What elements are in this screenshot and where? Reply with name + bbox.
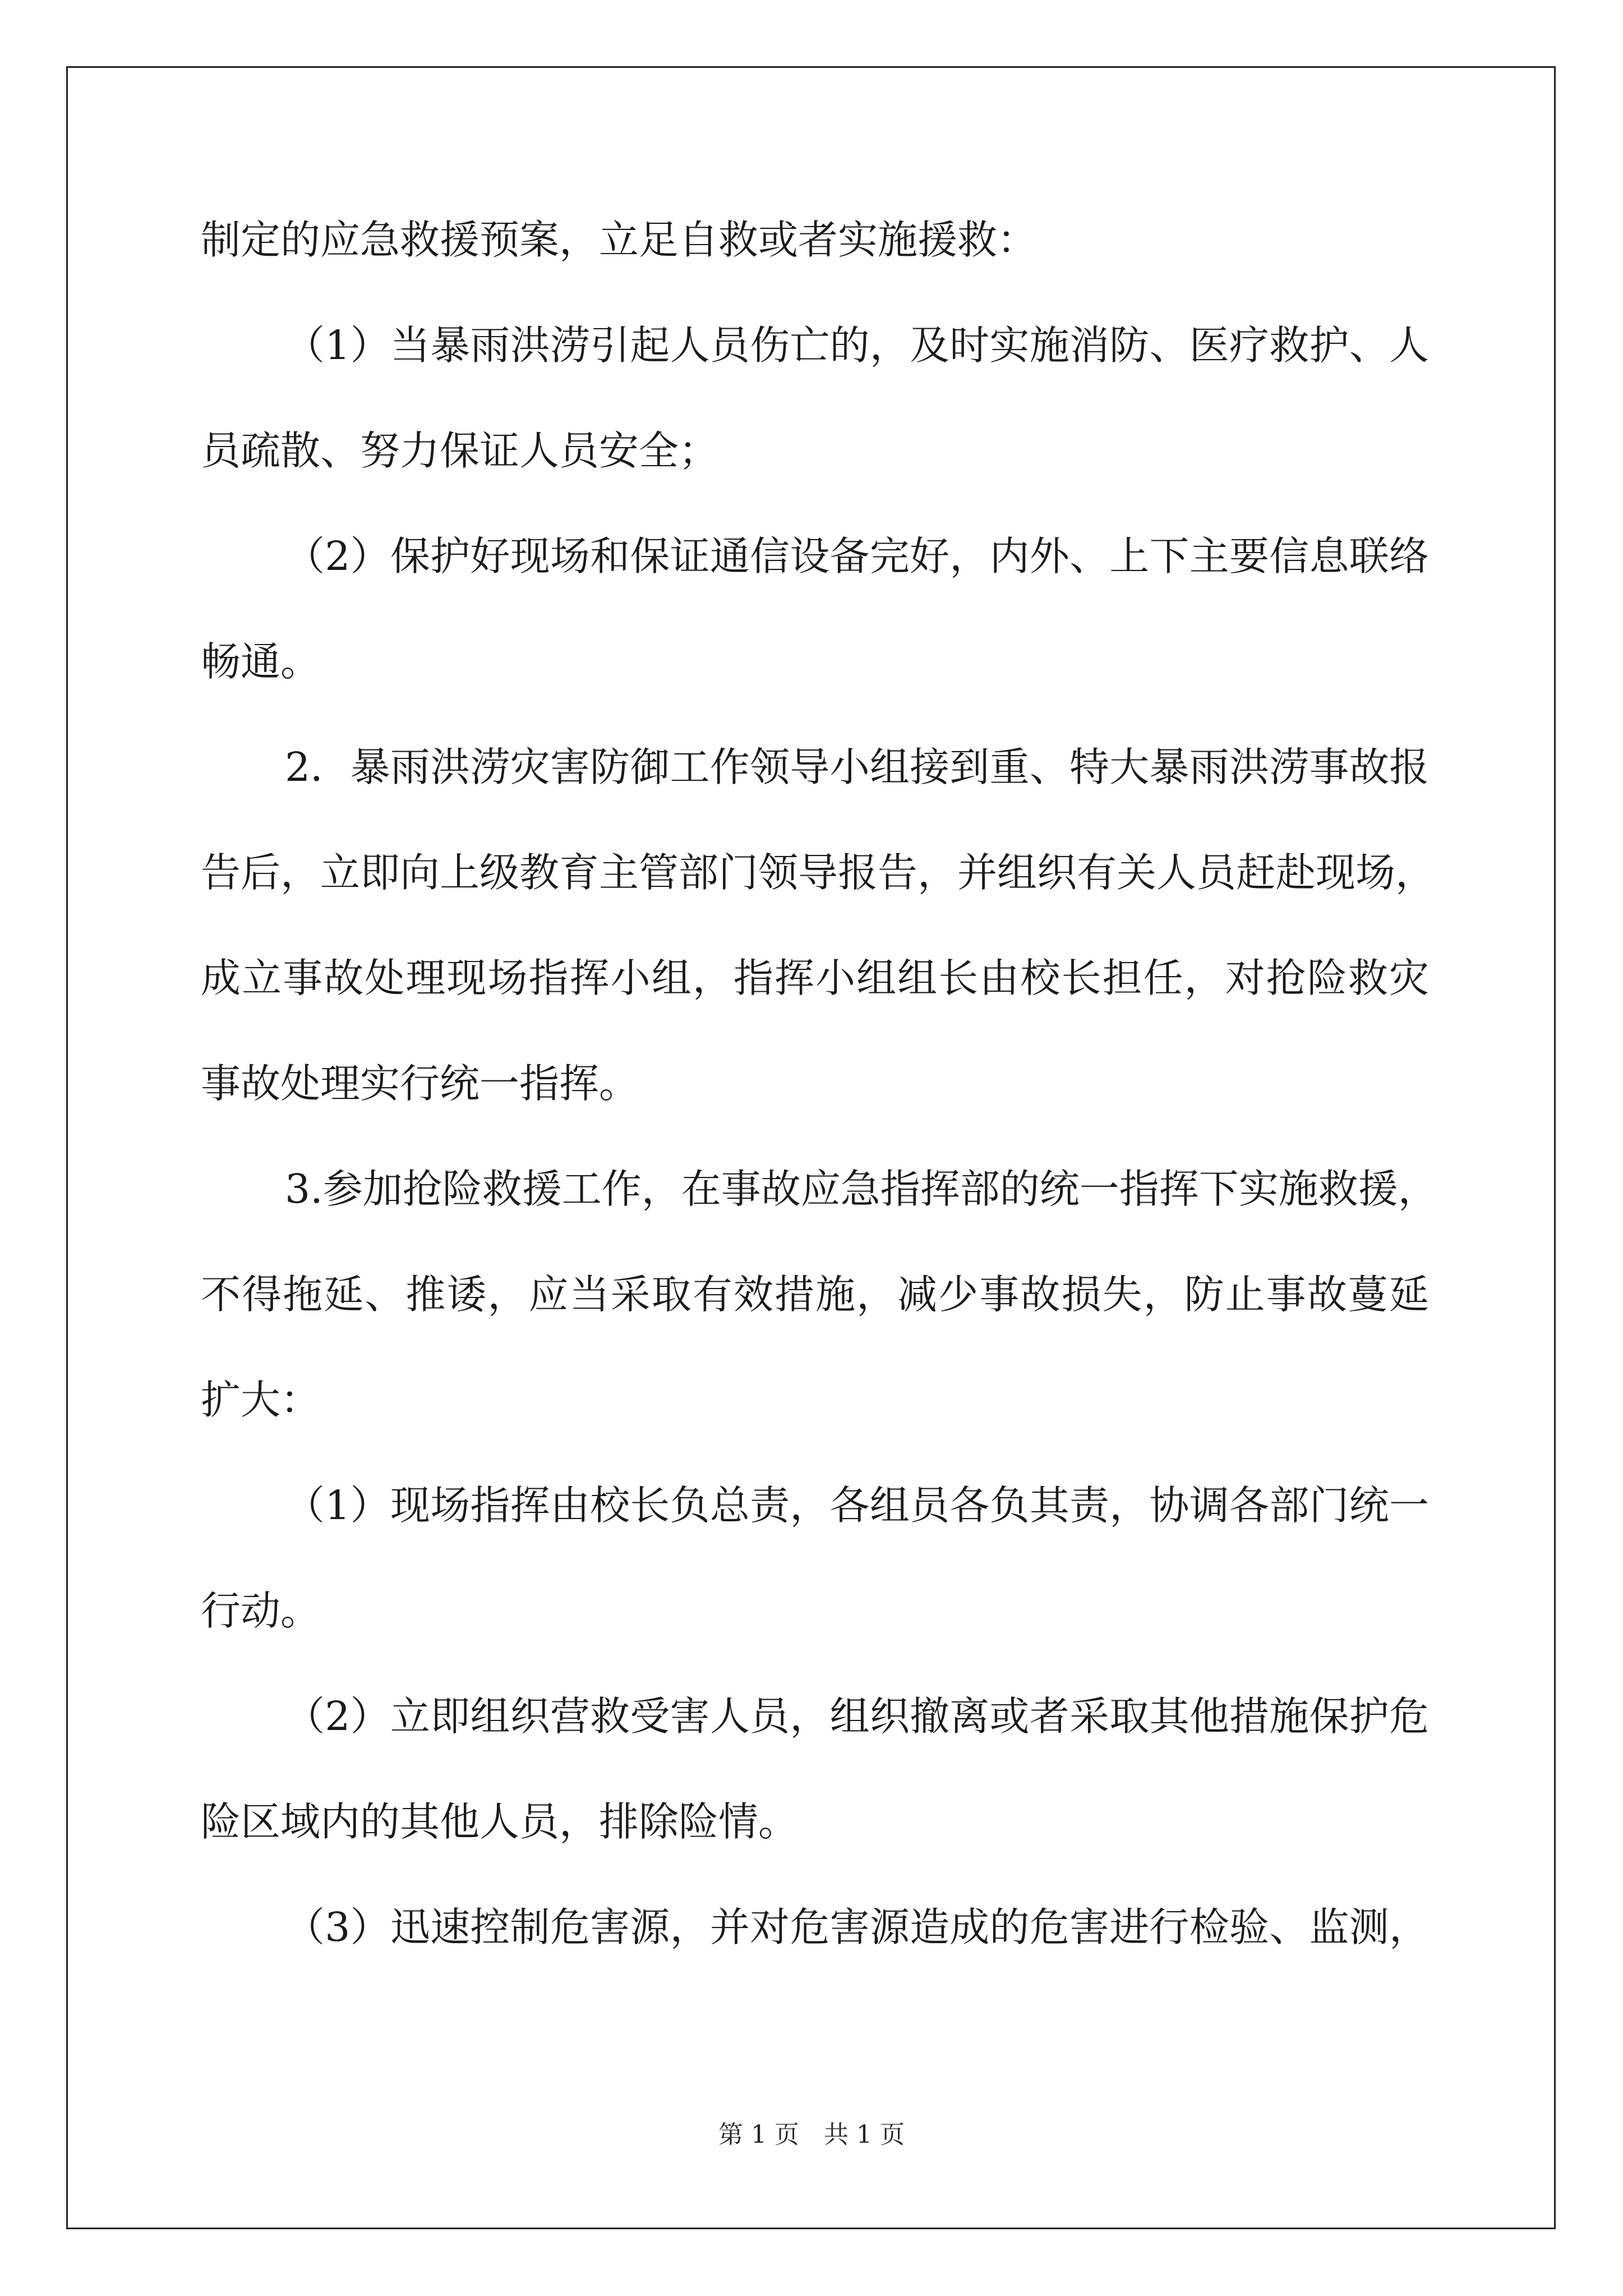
page-number-footer: 第 1 页 共 1 页: [718, 2120, 905, 2149]
text-line: 事故处理实行统一指挥。: [201, 1060, 639, 1107]
text-line: 员疏散、努力保证人员安全；: [201, 427, 719, 474]
text-line: 制定的应急救援预案，立足自救或者实施援救：: [201, 217, 1038, 263]
text-line: 2．暴雨洪涝灾害防御工作领导小组接到重、特大暴雨洪涝事故报: [285, 744, 1429, 790]
text-line: 行动。: [201, 1588, 321, 1634]
text-line: （2）立即组织营救受害人员，组织撤离或者采取其他措施保护危: [285, 1693, 1429, 1740]
text-line: 成立事故处理现场指挥小组，指挥小组组长由校长担任，对抢险救灾: [201, 955, 1429, 1001]
text-line: 告后，立即向上级教育主管部门领导报告，并组织有关人员赶赴现场，: [201, 849, 1436, 896]
text-line: 险区域内的其他人员，排除险情。: [201, 1798, 799, 1845]
text-line: （1）当暴雨洪涝引起人员伤亡的，及时实施消防、医疗救护、人: [285, 322, 1429, 369]
text-line: （1）现场指挥由校长负总责，各组员各负其责，协调各部门统一: [285, 1482, 1429, 1529]
text-line: （2）保护好现场和保证通信设备完好，内外、上下主要信息联络: [285, 533, 1429, 579]
text-line: 扩大：: [201, 1377, 321, 1423]
text-line: 畅通。: [201, 638, 321, 685]
text-line: 3.参加抢险救援工作，在事故应急指挥部的统一指挥下实施救援，: [285, 1166, 1438, 1212]
text-line: （3）迅速控制危害源，并对危害源造成的危害进行检验、监测，: [285, 1904, 1429, 1950]
text-line: 不得拖延、推诿，应当采取有效措施，减少事故损失，防止事故蔓延: [201, 1271, 1429, 1318]
